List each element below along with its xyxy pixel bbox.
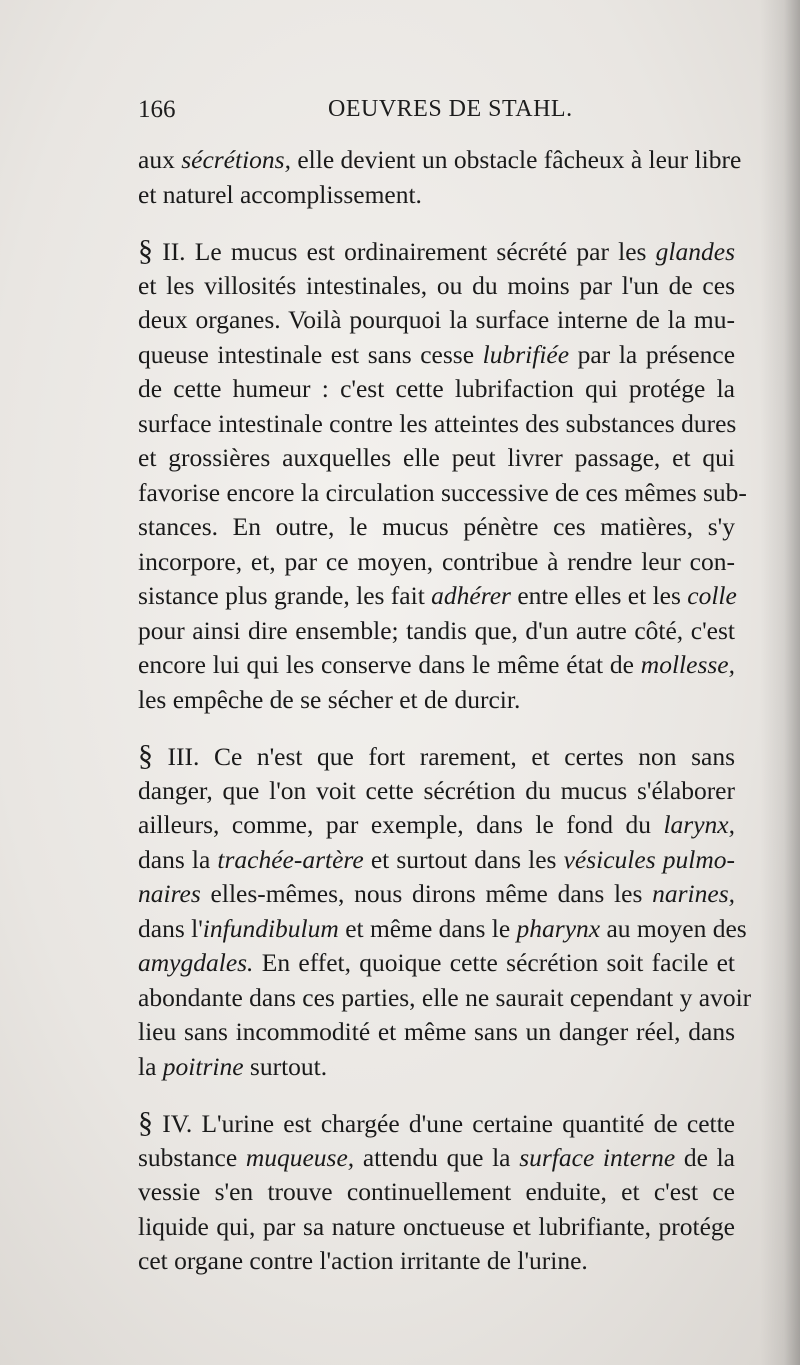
- text-line: [138, 1210, 735, 1245]
- text-line: [138, 510, 735, 545]
- italic-text: amygdales.: [138, 948, 254, 977]
- text-run: au moyen des: [600, 913, 747, 943]
- section-mark: §: [138, 739, 153, 772]
- text-run: entre elles et les: [510, 581, 688, 610]
- text-run: et surtout dans les: [363, 844, 564, 874]
- text-run: lieu sans incommodité et même sans un danger réel, dans: [138, 1017, 735, 1046]
- text-run: dans l': [138, 913, 203, 943]
- text-line: [138, 981, 752, 1016]
- text-line: [138, 614, 735, 649]
- text-run: abondante dans ces parties, elle ne saurait cependant y avoir: [138, 982, 752, 1012]
- text-line: [138, 579, 735, 614]
- text-line: [138, 774, 735, 809]
- text-line: [138, 178, 735, 213]
- text-run: queuse intestinale est sans cesse: [138, 339, 483, 369]
- text-run: III. Ce n'est que fort rarement, et certes non sans: [153, 742, 735, 771]
- italic-text: larynx,: [663, 810, 735, 839]
- text-run: sistance plus grande, les fait: [138, 581, 432, 610]
- text-run: encore lui qui les conserve dans le même état de: [138, 650, 641, 679]
- text-line: [138, 877, 735, 912]
- paragraph-gap: [138, 717, 735, 739]
- italic-text: mollesse,: [640, 650, 735, 679]
- italic-text: poitrine: [162, 1051, 244, 1081]
- italic-text: narines,: [652, 879, 735, 908]
- text-run: surtout.: [243, 1051, 328, 1081]
- paragraph: [138, 143, 742, 212]
- paragraph: [138, 739, 752, 1084]
- text-line: [138, 441, 735, 476]
- text-run: stances. En outre, le mucus pénètre ces matières, s'y: [138, 512, 735, 541]
- text-line: [138, 303, 735, 338]
- text-run: danger, que l'on voit cette sécrétion du mucus s'élaborer: [138, 775, 735, 805]
- page-edge-shadow: [760, 0, 800, 1365]
- text-run: pour ainsi dire ensemble; tandis que, d'un autre côté, c'est: [138, 615, 735, 645]
- body-text: [138, 143, 752, 1279]
- paragraph: [138, 1106, 735, 1279]
- text-run: et les villosités intestinales, ou du moins par l'un de ces: [138, 270, 735, 300]
- paragraph-gap: [138, 212, 735, 234]
- text-line: [138, 1141, 735, 1176]
- text-run: substance: [138, 1142, 246, 1172]
- section-mark: §: [138, 234, 153, 267]
- text-line: [138, 912, 747, 947]
- text-line: [138, 683, 735, 718]
- text-line: [138, 1175, 735, 1210]
- italic-text: sécrétions,: [181, 145, 291, 174]
- text-line: [138, 234, 735, 269]
- text-run: elles-mêmes, nous dirons même dans les: [200, 879, 653, 908]
- text-run: de la: [675, 1142, 735, 1172]
- text-run: et naturel accomplissement.: [138, 179, 422, 209]
- text-run: liquide qui, par sa nature onctueuse et lubrifiante, protége: [138, 1211, 735, 1241]
- text-run: ailleurs, comme, par exemple, dans le fond du: [138, 810, 664, 839]
- paragraph-gap: [138, 1084, 735, 1106]
- text-run: de cette humeur : c'est cette lubrifaction qui protége la: [138, 374, 735, 403]
- text-line: [138, 476, 747, 511]
- text-line: [138, 946, 735, 981]
- italic-text: muqueuse,: [245, 1142, 355, 1172]
- text-run: les empêche de se sécher et de durcir.: [138, 684, 521, 714]
- text-run: II. Le mucus est ordinairement sécrété par les: [153, 237, 656, 266]
- text-line: [138, 269, 735, 304]
- section-mark: §: [138, 1106, 153, 1139]
- text-run: En effet, quoique cette sécrétion soit facile et: [253, 948, 735, 977]
- italic-text: surface interne: [519, 1142, 676, 1172]
- paragraph: [138, 234, 747, 717]
- text-line: [138, 843, 735, 878]
- text-run: dans la: [138, 844, 218, 874]
- text-run: attendu que la: [354, 1142, 520, 1172]
- text-run: cet organe contre l'action irritante de l'urine.: [138, 1246, 588, 1275]
- italic-text: colle: [687, 581, 737, 610]
- text-run: surface intestinale contre les atteintes des substances dures: [138, 408, 737, 438]
- text-run: IV. L'urine est chargée d'une certaine quantité de cette: [153, 1109, 735, 1138]
- text-run: vessie s'en trouve continuellement enduite, et c'est ce: [138, 1177, 735, 1206]
- text-line: [138, 808, 735, 843]
- italic-text: pharynx: [516, 913, 601, 943]
- text-line: [138, 739, 735, 774]
- text-run: deux organes. Voilà pourquoi la surface interne de la mu-: [138, 305, 735, 334]
- italic-text: trachée-artère: [217, 844, 364, 874]
- text-run: aux: [138, 145, 182, 174]
- text-line: [138, 1244, 735, 1279]
- text-line: [138, 372, 735, 407]
- page-header: [138, 96, 738, 130]
- text-run: par la présence: [569, 339, 736, 369]
- italic-text: naires: [138, 879, 201, 908]
- italic-text: vésicules pulmo-: [563, 844, 735, 874]
- text-line: [138, 1106, 735, 1141]
- italic-text: glandes: [655, 237, 735, 266]
- page-number: 166: [138, 96, 176, 123]
- text-run: favorise encore la circulation successive de ces mêmes sub-: [138, 477, 747, 507]
- italic-text: infundibulum: [202, 913, 339, 943]
- text-line: [138, 338, 735, 373]
- running-head: OEUVRES DE STAHL.: [328, 96, 573, 122]
- italic-text: adhérer: [431, 581, 511, 610]
- text-line: [138, 1015, 735, 1050]
- italic-text: lubrifiée: [482, 339, 570, 369]
- text-line: [138, 407, 735, 442]
- text-run: incorpore, et, par ce moyen, contribue à rendre leur con-: [138, 546, 735, 576]
- text-run: et même dans le: [338, 913, 517, 943]
- text-line: [138, 648, 735, 683]
- text-run: elle devient un obstacle fâcheux à leur libre: [290, 145, 742, 174]
- text-line: [138, 545, 735, 580]
- text-run: la: [138, 1051, 163, 1081]
- text-line: [138, 143, 742, 178]
- text-line: [138, 1050, 735, 1085]
- text-run: et grossières auxquelles elle peut livrer passage, et qui: [138, 443, 735, 472]
